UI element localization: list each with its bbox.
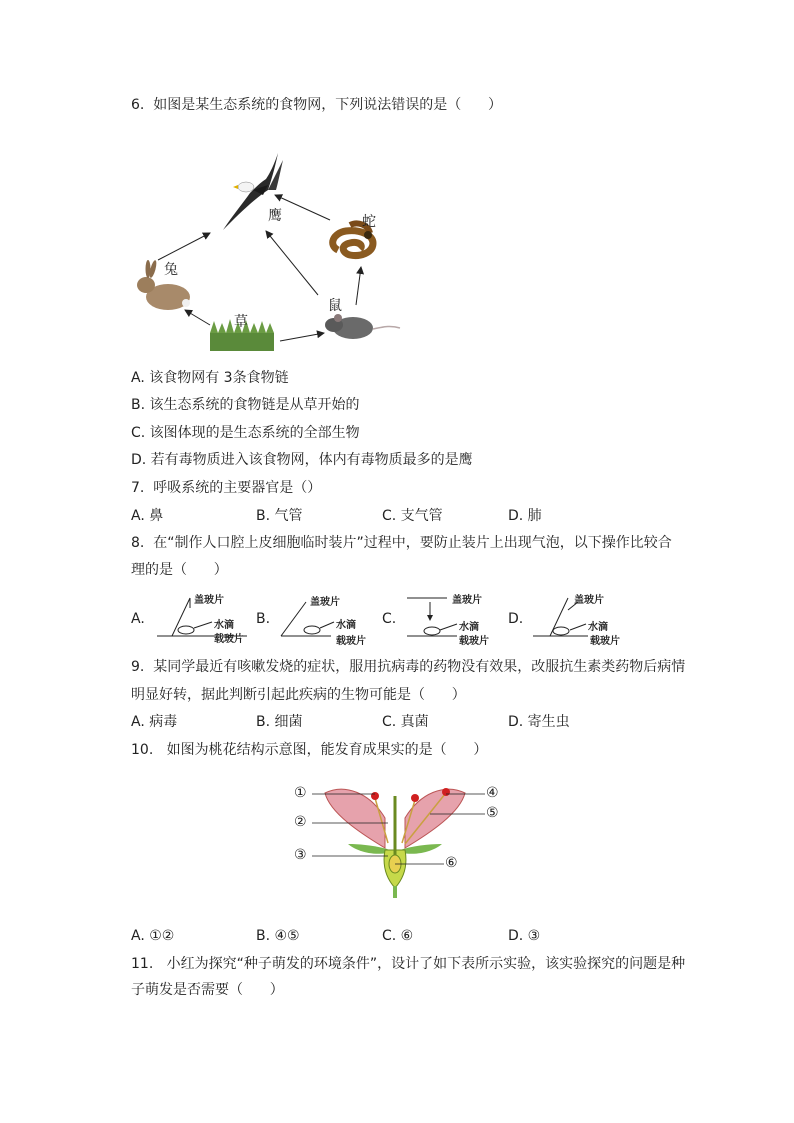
q8-d-slide-label: 载玻片: [590, 636, 620, 647]
q10-option-a[interactable]: A. ①②: [131, 928, 175, 944]
q8-c-water-label: 水滴: [459, 622, 479, 633]
rabbit-label: 兔: [164, 262, 178, 278]
flower-marker-1: ①: [294, 785, 307, 801]
q8-a-water-label: 水滴: [214, 620, 234, 631]
q8-a-slide-label: 载玻片: [214, 634, 244, 645]
flower-marker-2: ②: [294, 814, 307, 830]
arrow-rabbit-eagle: [158, 233, 210, 260]
q8-d-water-label: 水滴: [588, 622, 608, 633]
arrow-mouse-eagle: [266, 231, 318, 295]
q8-option-c[interactable]: C.: [382, 611, 397, 627]
arrow-grass-mouse: [280, 333, 324, 341]
q8-d-cover-label: 盖玻片: [574, 595, 604, 606]
q7-option-d[interactable]: D. 肺: [508, 508, 542, 524]
eagle-label: 鹰: [268, 208, 282, 224]
q8-option-b[interactable]: B.: [256, 611, 271, 627]
q8-diagram-c: [402, 588, 502, 647]
q8-c-cover-label: 盖玻片: [452, 595, 482, 606]
q8-diagram-d: [528, 588, 628, 647]
grass-label: 草: [234, 314, 248, 330]
q6-option-b[interactable]: B. 该生态系统的食物链是从草开始的: [131, 397, 360, 413]
arrow-grass-rabbit: [185, 310, 210, 325]
q9-option-b[interactable]: B. 细菌: [256, 714, 303, 730]
q9-option-c[interactable]: C. 真菌: [382, 714, 429, 730]
q7-stem: 7. 呼吸系统的主要器官是（）: [131, 480, 322, 496]
q10-option-b[interactable]: B. ④⑤: [256, 928, 300, 944]
food-web-figure: [128, 145, 408, 360]
arrow-mouse-snake: [356, 267, 361, 305]
mouse-label: 鼠: [328, 298, 342, 314]
q9-stem-line2: 明显好转，据此判断引起此疾病的生物可能是（ ）: [131, 687, 466, 703]
q8-option-a[interactable]: A.: [131, 611, 145, 627]
q11-stem-line2: 子萌发是否需要（ ）: [131, 982, 284, 998]
flower-marker-4: ④: [486, 785, 499, 801]
q7-option-a[interactable]: A. 鼻: [131, 508, 164, 524]
q8-b-cover-label: 盖玻片: [310, 597, 340, 608]
q10-option-d[interactable]: D. ③: [508, 928, 541, 944]
peach-flower-svg: [290, 778, 505, 898]
q9-option-d[interactable]: D. 寄生虫: [508, 714, 570, 730]
q9-stem-line1: 9. 某同学最近有咳嗽发烧的症状，服用抗病毒的药物没有效果，改服抗生素类药物后病情: [131, 659, 686, 675]
q8-stem-line1: 8. 在“制作人口腔上皮细胞临时装片”过程中，要防止装片上出现气泡，以下操作比较合: [131, 535, 672, 551]
q8-stem-line2: 理的是（ ）: [131, 562, 228, 578]
q8-c-slide-label: 载玻片: [459, 636, 489, 647]
q8-a-cover-label: 盖玻片: [194, 595, 224, 606]
q8-option-d[interactable]: D.: [508, 611, 524, 627]
q10-stem: 10. 如图为桃花结构示意图，能发育成果实的是（ ）: [131, 742, 488, 758]
q8-b-water-label: 水滴: [336, 620, 356, 631]
flower-marker-6: ⑥: [445, 855, 458, 871]
q7-option-c[interactable]: C. 支气管: [382, 508, 443, 524]
mouse-image: [325, 314, 400, 339]
q6-option-a[interactable]: A. 该食物网有 3条食物链: [131, 370, 289, 386]
q8-b-slide-label: 载玻片: [336, 636, 366, 647]
food-web-svg: [128, 145, 408, 360]
q9-option-a[interactable]: A. 病毒: [131, 714, 178, 730]
q7-option-b[interactable]: B. 气管: [256, 508, 303, 524]
snake-label: 蛇: [362, 214, 376, 230]
q6-option-c[interactable]: C. 该图体现的是生态系统的全部生物: [131, 425, 360, 441]
q10-option-c[interactable]: C. ⑥: [382, 928, 414, 944]
flower-marker-3: ③: [294, 847, 307, 863]
peach-flower-figure: [290, 778, 505, 898]
arrow-snake-eagle: [275, 195, 330, 220]
q11-stem-line1: 11. 小红为探究“种子萌发的环境条件”，设计了如下表所示实验，该实验探究的问题是种: [131, 956, 686, 972]
q6-option-d[interactable]: D. 若有毒物质进入该食物网，体内有毒物质最多的是鹰: [131, 452, 473, 468]
q6-stem: 6. 如图是某生态系统的食物网，下列说法错误的是（ ）: [131, 97, 502, 113]
q8-diagram-b: [276, 588, 376, 647]
flower-marker-5: ⑤: [486, 805, 499, 821]
q8-diagram-a: [152, 588, 252, 643]
